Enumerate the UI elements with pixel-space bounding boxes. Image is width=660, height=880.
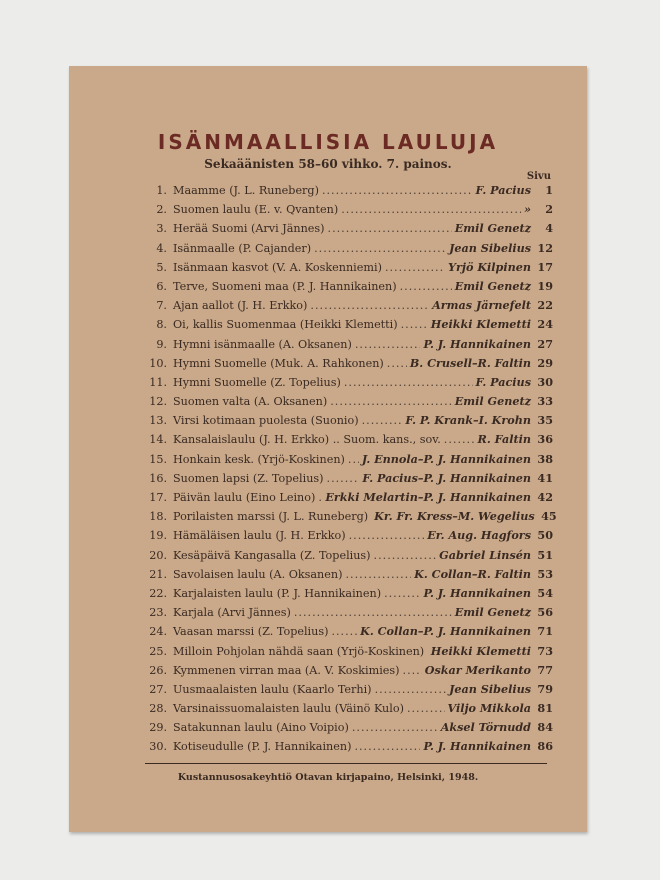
song-title: Ajan aallot (J. H. Erkko) [173,299,308,313]
list-item [141,317,553,336]
composer: » [524,202,531,217]
leader-dots [384,587,420,600]
list-item [141,624,553,643]
song-title: Kymmenen virran maa (A. V. Koskimies) [173,663,400,677]
song-number: 28. [149,702,167,716]
song-title: Herää Suomi (Arvi Jännes) [173,222,325,236]
leader-dots [349,529,425,542]
song-title: Vaasan marssi (Z. Topelius) [173,625,329,639]
composer: P. J. Hannikainen [423,585,531,600]
divider [145,763,547,764]
composer: K. Collan–R. Faltin [414,566,531,581]
composer: J. Ennola–P. J. Hannikainen [361,451,531,466]
composer: F. P. Krank–I. Krohn [405,413,531,428]
leader-dots [322,184,473,197]
page-number: 86 [537,739,553,754]
list-item [141,682,553,701]
leader-dots [355,338,421,351]
leader-dots [387,357,407,370]
page-number: 30 [537,374,553,389]
list-item [141,394,553,413]
list-item [141,528,553,547]
page-number: 1 [545,183,553,197]
leader-dots [314,242,446,255]
page-number: 36 [537,432,553,447]
page-number: 2 [545,202,553,217]
publisher-imprint: Kustannusosakeyhtiö Otavan kirjapaino, Helsinki, 1948. [177,772,479,783]
song-number: 12. [149,395,167,409]
song-title: Honkain kesk. (Yrjö-Koskinen) [173,452,345,466]
list-item [141,279,553,298]
song-number: 30. [149,740,167,754]
list-item [141,644,553,663]
page-title: ISÄNMAALLISIA LAULUJA [157,130,499,154]
song-title: Suomen laulu (E. v. Qvanten) [173,203,339,217]
song-number: 27. [149,682,167,696]
list-item [141,183,553,202]
page-number: 50 [537,528,553,543]
song-title: Maamme (J. L. Runeberg) [173,184,319,197]
page-number: 4 [545,221,553,236]
leader-dots [407,702,445,715]
composer: Heikki Klemetti [430,643,531,658]
page-number: 84 [537,720,553,735]
song-title: Hämäläisen laulu (J. H. Erkko) [173,529,346,543]
list-item [141,452,553,471]
song-number: 11. [149,375,167,389]
list-item [141,221,553,240]
composer: Emil Genetz [454,394,531,409]
list-item [141,202,553,221]
song-title: Terve, Suomeni maa (P. J. Hannikainen) [173,279,397,293]
page-number: 12 [537,240,553,255]
leader-dots [348,453,359,466]
page-number: 79 [537,681,553,696]
composer: R. Faltin [477,432,531,447]
song-title: Karjala (Arvi Jännes) [173,606,291,620]
list-item [141,567,553,586]
list-item [141,260,553,279]
list-item [141,298,553,317]
page-column-header: Sivu [526,171,551,182]
composer: K. Collan–P. J. Hannikainen [360,624,531,639]
leader-dots [331,625,357,638]
song-title: Oi, kallis Suomenmaa (Heikki Klemetti) [173,318,398,332]
page-number: 45 [541,509,557,524]
song-number: 16. [149,471,167,485]
leader-dots [400,280,452,293]
page-number: 71 [537,624,553,639]
subtitle: Sekaäänisten 58–60 vihko. 7. painos. [204,157,452,171]
list-item [141,356,553,375]
song-title: Milloin Pohjolan nähdä saan (Yrjö-Koskinen) [173,644,425,658]
leader-dots [362,414,403,427]
page-number: 24 [537,317,553,332]
song-title: Kotiseudulle (P. J. Hannikainen) [173,740,352,754]
page-number: 56 [537,605,553,620]
list-item [141,375,553,394]
composer: F. Pacius [475,183,531,197]
list-item [141,663,553,682]
song-number: 15. [149,452,167,466]
leader-dots [344,376,473,389]
composer: F. Pacius [475,374,531,389]
song-title: Porilaisten marssi (J. L. Runeberg) [173,510,369,524]
page-number: 42 [537,490,553,504]
song-title: Hymni Suomelle (Z. Topelius) [173,375,341,389]
page-number: 41 [537,470,553,485]
leader-dots [354,740,420,753]
composer: Armas Järnefelt [432,298,531,313]
leader-dots [328,222,452,235]
composer: F. Pacius–P. J. Hannikainen [362,470,531,485]
song-number: 23. [149,606,167,620]
song-title: Isänmaalle (P. Cajander) [173,241,312,255]
song-title: Satakunnan laulu (Aino Voipio) [173,721,349,735]
list-item [141,605,553,624]
page-number: 33 [537,394,553,409]
composer: Er. Aug. Hagfors [427,528,531,543]
page-number: 19 [537,278,553,293]
song-number: 7. [156,299,167,313]
page-number: 77 [537,662,553,677]
list-item [141,490,553,509]
page-number: 54 [537,585,553,600]
song-number: 2. [156,203,167,217]
song-number: 4. [156,241,167,255]
list-item [141,471,553,490]
composer: Oskar Merikanto [424,662,531,677]
song-number: 24. [149,625,167,639]
song-number: 19. [149,529,167,543]
list-item [141,701,553,720]
song-title: Varsinaissuomalaisten laulu (Väinö Kulo) [173,702,404,716]
composer: Kr. Fr. Kress–M. Wegelius [374,509,535,524]
list-item [141,432,553,451]
leader-dots [403,664,422,677]
list-item [141,413,553,432]
page-number: 35 [537,413,553,428]
song-number: 9. [156,337,167,351]
composer: P. J. Hannikainen [423,739,531,754]
list-item [141,337,553,356]
list-item [141,586,553,605]
leader-dots [294,606,452,619]
composer: Viljo Mikkola [447,701,531,716]
song-title: Suomen valta (A. Oksanen) [173,395,328,409]
song-number: 13. [149,414,167,428]
composer: Gabriel Linsén [439,547,531,562]
leader-dots [318,491,322,504]
composer: Erkki Melartin–P. J. Hannikainen [325,490,531,504]
list-item [141,739,553,758]
leader-dots [352,721,438,734]
song-number: 18. [149,510,167,524]
song-number: 21. [149,567,167,581]
list-item [141,241,553,260]
leader-dots [374,549,437,562]
song-title: Hymni Suomelle (Muk. A. Rahkonen) [173,356,384,370]
page-number: 51 [537,547,553,562]
page-number: 73 [537,643,553,658]
composer: B. Crusell–R. Faltin [409,355,531,370]
list-item [141,720,553,739]
song-number: 29. [149,721,167,735]
song-number: 26. [149,663,167,677]
composer: Jean Sibelius [449,240,531,255]
song-title: Karjalaisten laulu (P. J. Hannikainen) [173,586,382,600]
leader-dots [327,472,360,485]
song-number: 25. [149,644,167,658]
book-back-cover [69,66,587,832]
song-title: Savolaisen laulu (A. Oksanen) [173,567,343,581]
page-number: 22 [537,298,553,313]
composer: Aksel Törnudd [440,720,531,735]
song-title: Virsi kotimaan puolesta (Suonio) [173,414,359,428]
song-title: Isänmaan kasvot (V. A. Koskenniemi) [173,260,382,274]
composer: Heikki Klemetti [430,317,531,332]
page-number: 38 [537,451,553,466]
song-number: 1. [156,184,167,197]
song-number: 8. [156,318,167,332]
leader-dots [330,395,452,408]
leader-dots [310,299,429,312]
leader-dots [375,683,447,696]
page-number: 81 [537,701,553,716]
list-item [141,548,553,567]
song-number: 6. [156,279,167,293]
leader-dots [444,433,475,446]
song-number: 5. [156,260,167,274]
leader-dots [385,261,445,274]
song-title: Uusmaalaisten laulu (Kaarlo Terhi) [173,682,372,696]
page-number: 53 [537,566,553,581]
list-item [141,509,557,528]
song-title: Hymni isänmaalle (A. Oksanen) [173,337,352,351]
song-number: 3. [156,222,167,236]
song-number: 22. [149,586,167,600]
song-list [141,183,557,759]
composer: Yrjö Kilpinen [448,259,531,274]
page-number: 17 [537,259,553,274]
composer: Emil Genetz [454,221,531,236]
page-number: 29 [537,355,553,370]
song-title: Kansalaislaulu (J. H. Erkko) .. Suom. kans., sov. [173,433,441,447]
song-number: 10. [149,356,167,370]
leader-dots [345,568,411,581]
song-number: 17. [149,491,167,504]
leader-dots [401,318,428,331]
composer: Emil Genetz [454,605,531,620]
song-title: Päivän laulu (Eino Leino) [173,491,316,504]
leader-dots [341,203,521,216]
song-title: Kesäpäivä Kangasalla (Z. Topelius) [173,548,371,562]
song-number: 20. [149,548,167,562]
composer: P. J. Hannikainen [423,336,531,351]
song-title: Suomen lapsi (Z. Topelius) [173,471,324,485]
composer: Emil Genetz [454,278,531,293]
leader-dots [427,645,428,658]
page-number: 27 [537,336,553,351]
composer: Jean Sibelius [449,681,531,696]
song-number: 14. [149,433,167,447]
